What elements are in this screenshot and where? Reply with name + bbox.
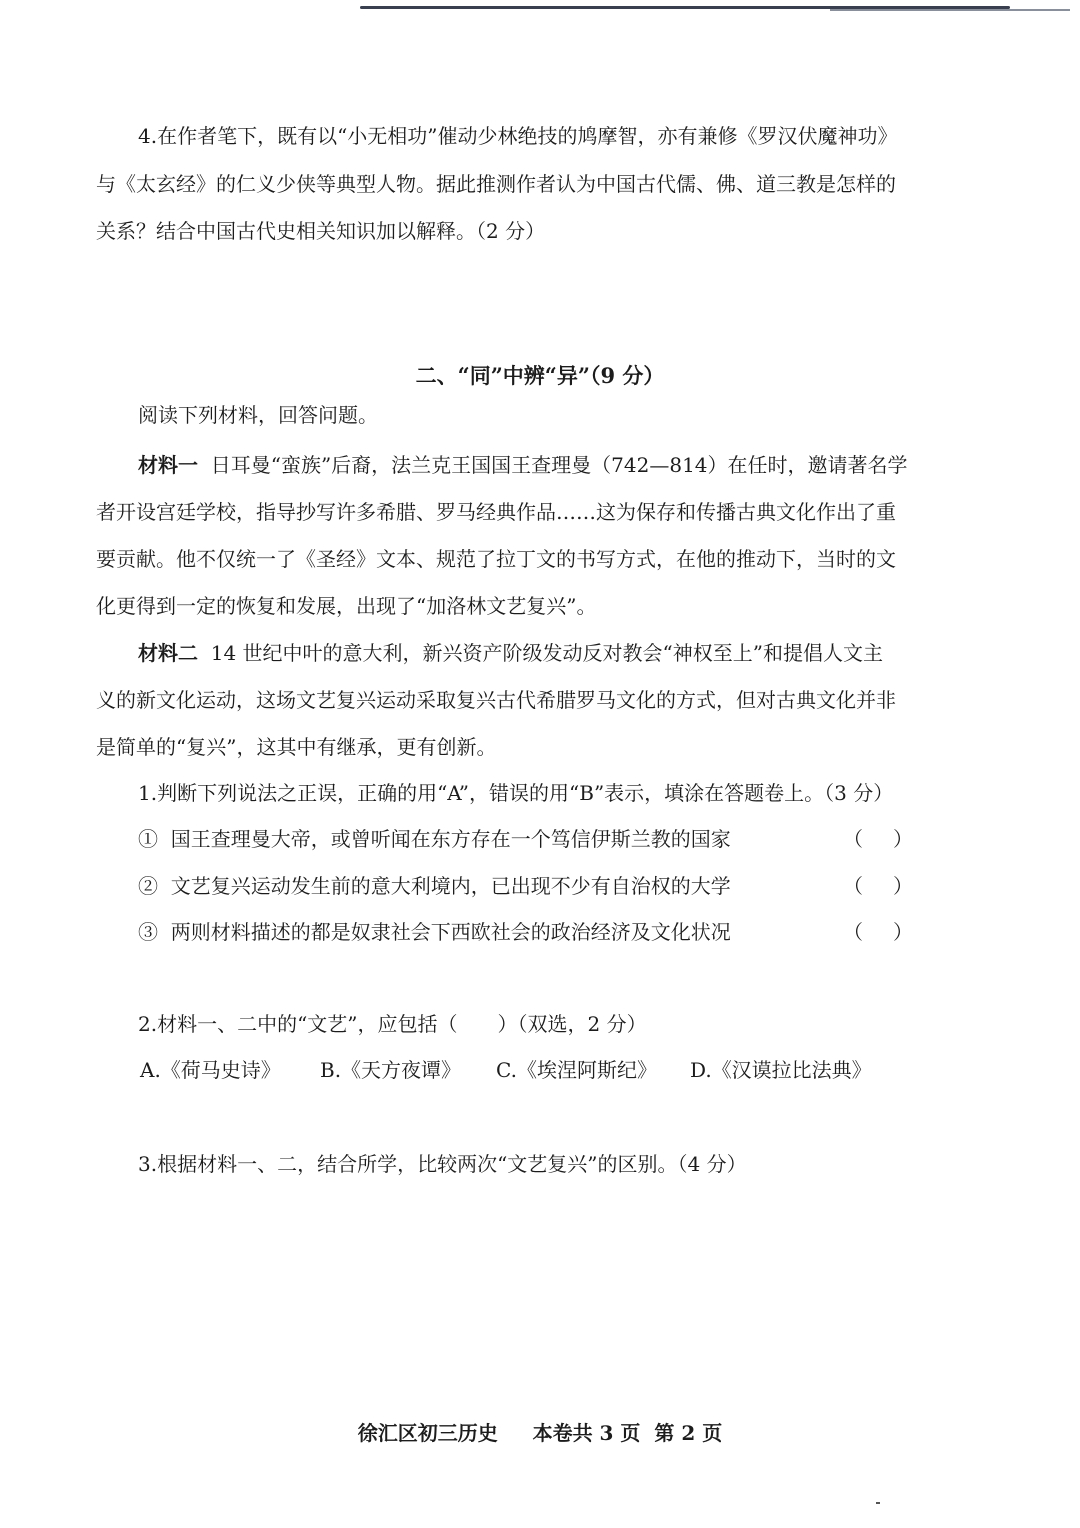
scan-speck [876, 1502, 880, 1504]
judgement-item [138, 825, 938, 853]
material1-label: 材料一 [138, 453, 198, 477]
q2-prompt: 2.材料一、二中的“文艺”，应包括（ ）（双选，2 分） [138, 1012, 647, 1036]
material2-line: 义的新文化运动，这场文艺复兴运动采取复兴古代希腊罗马文化的方式，但对古典文化并非 [96, 688, 896, 712]
q3-prompt: 3.根据材料一、二，结合所学，比较两次“文艺复兴”的区别。（4 分） [138, 1152, 747, 1176]
material1-text: 日耳曼“蛮族”后裔，法兰克王国国王查理曼（742—814）在任时，邀请著名学 [210, 453, 908, 477]
material1-line: 要贡献。他不仅统一了《圣经》文本、规范了拉丁文的书写方式，在他的推动下，当时的文 [96, 547, 896, 571]
choice-d: D.《汉谟拉比法典》 [690, 1058, 872, 1082]
answer-blank: （ ） [843, 827, 913, 851]
material2-line: 是简单的“复兴”，这其中有继承，更有创新。 [96, 735, 497, 759]
q1-prompt: 1.判断下列说法之正误，正确的用“A”，错误的用“B”表示，填涂在答题卷上。（3 分） [138, 781, 894, 805]
material2-line [138, 639, 998, 667]
section-title: 二、“同”中辨“异”（9 分） [415, 363, 665, 388]
item-text: 文艺复兴运动发生前的意大利境内，已出现不少有自治权的大学 [170, 874, 731, 898]
item-number: ② [138, 874, 158, 898]
item-number: ① [138, 827, 158, 851]
item-number: ③ [138, 920, 158, 944]
q4-line: 4.在作者笔下，既有以“小无相功”催动少林绝技的鸠摩智，亦有兼修《罗汉伏魔神功》 [138, 124, 898, 148]
material2-text: 14 世纪中叶的意大利，新兴资产阶级发动反对教会“神权至上”和提倡人文主 [210, 641, 883, 665]
material1-line [138, 451, 998, 479]
page-footer [0, 1417, 1080, 1446]
q4-line: 关系？结合中国古代史相关知识加以解释。（2 分） [96, 219, 546, 243]
answer-blank: （ ） [843, 920, 913, 944]
footer-total: 本卷共 3 页 [532, 1421, 641, 1445]
material1-line: 者开设宫廷学校，指导抄写许多希腊、罗马经典作品……这为保存和传播古典文化作出了重 [96, 500, 896, 524]
item-text: 两则材料描述的都是奴隶社会下西欧社会的政治经济及文化状况 [170, 920, 731, 944]
judgement-item [138, 872, 938, 900]
section-intro: 阅读下列材料，回答问题。 [138, 403, 378, 427]
scan-artifact [830, 9, 1070, 11]
judgement-item [138, 918, 938, 946]
material2-label: 材料二 [138, 641, 198, 665]
footer-page: 第 2 页 [654, 1421, 723, 1445]
answer-blank: （ ） [843, 874, 913, 898]
q4-line: 与《太玄经》的仁义少侠等典型人物。据此推测作者认为中国古代儒、佛、道三教是怎样的 [96, 172, 896, 196]
material1-line: 化更得到一定的恢复和发展，出现了“加洛林文艺复兴”。 [96, 594, 597, 618]
item-text: 国王查理曼大帝，或曾听闻在东方存在一个笃信伊斯兰教的国家 [170, 827, 731, 851]
choice-b: B.《天方夜谭》 [320, 1058, 462, 1082]
footer-school: 徐汇区初三历史 [357, 1421, 498, 1445]
choice-a: A.《荷马史诗》 [140, 1058, 281, 1082]
choice-c: C.《埃涅阿斯纪》 [496, 1058, 657, 1082]
